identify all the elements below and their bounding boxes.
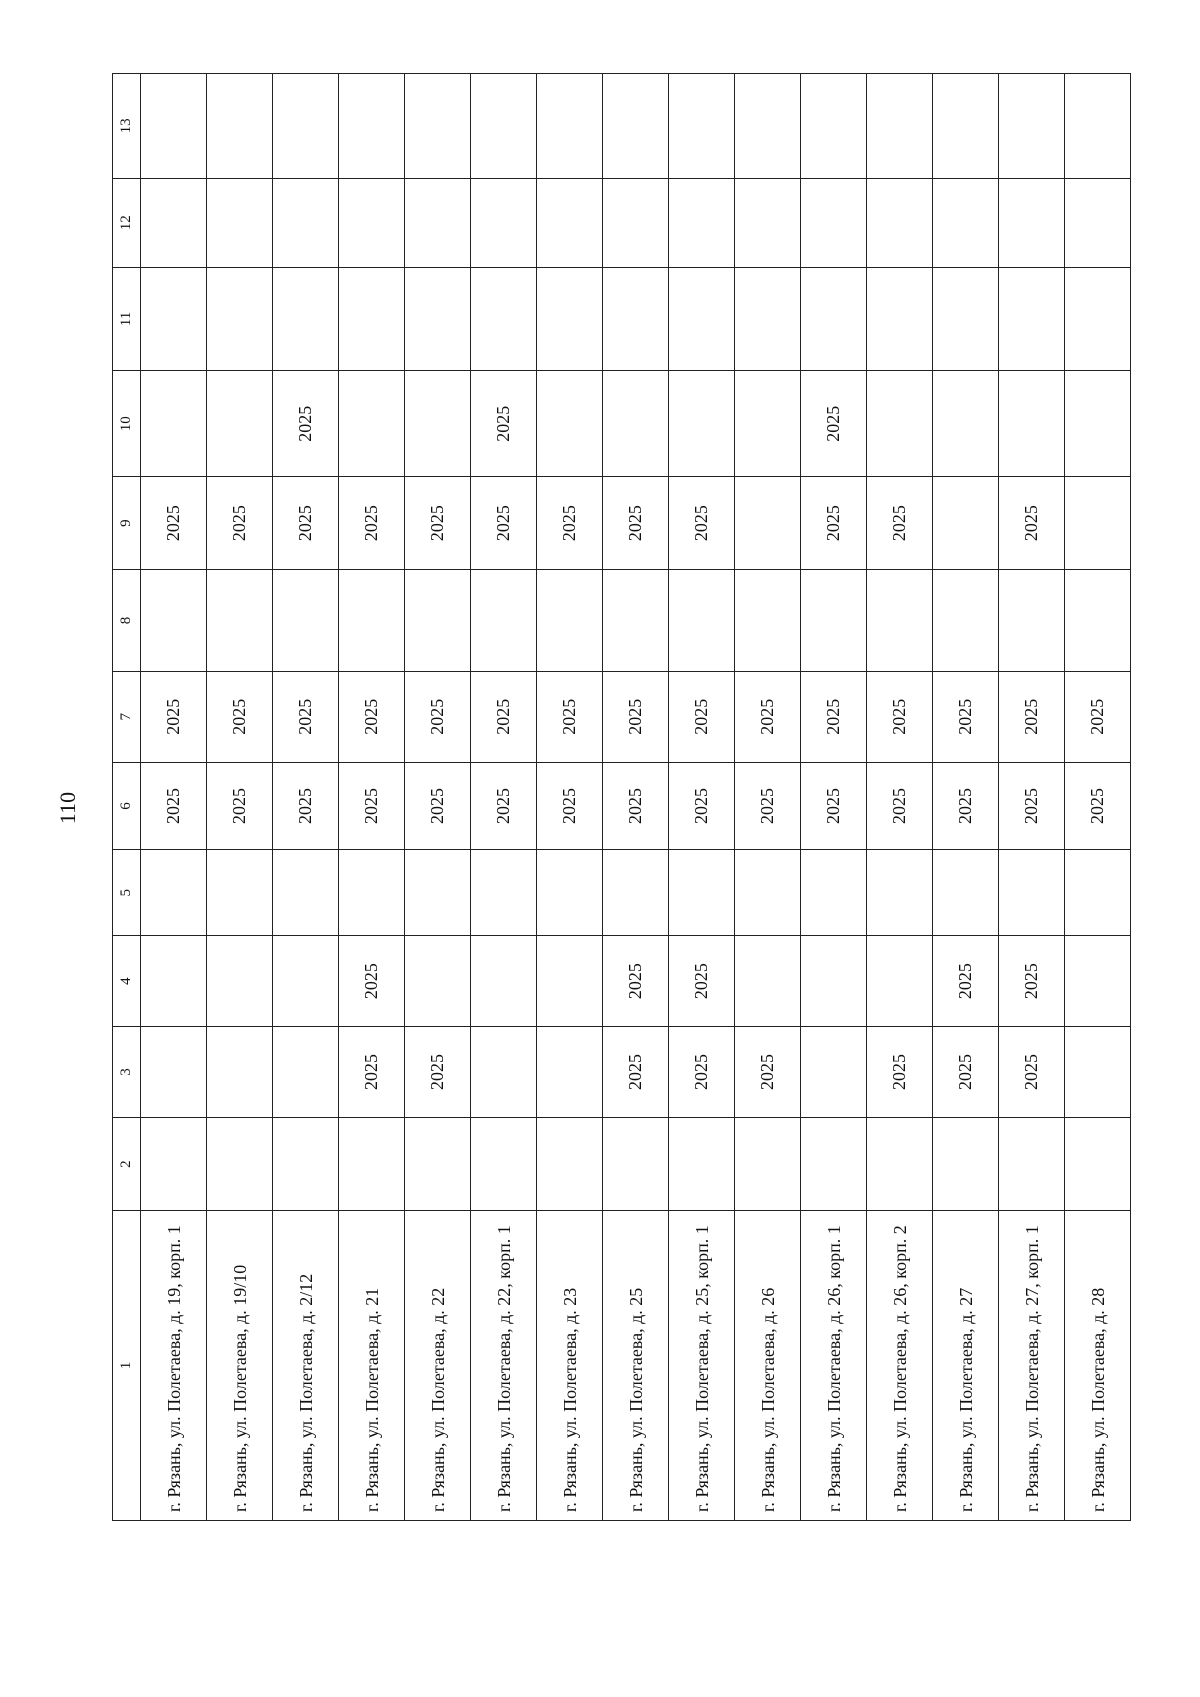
address-cell: г. Рязань, ул. Полетаева, д. 2/12 <box>273 1211 339 1521</box>
year-cell: 2025 <box>603 671 669 762</box>
year-cell: 2025 <box>141 671 207 762</box>
table-row <box>933 74 999 1521</box>
year-cell <box>471 178 537 267</box>
year-cell: 2025 <box>603 477 669 570</box>
year-cell <box>867 1118 933 1211</box>
table-row <box>1065 74 1131 1521</box>
year-cell: 2025 <box>1065 671 1131 762</box>
year-cell <box>471 936 537 1027</box>
year-cell <box>603 1118 669 1211</box>
year-cell: 2025 <box>405 1027 471 1118</box>
year-cell <box>339 570 405 672</box>
column-header: 8 <box>113 570 141 672</box>
year-cell: 2025 <box>141 762 207 850</box>
year-cell <box>405 1118 471 1211</box>
address-cell: г. Рязань, ул. Полетаева, д. 26, корп. 1 <box>801 1211 867 1521</box>
year-cell <box>207 178 273 267</box>
year-cell: 2025 <box>471 671 537 762</box>
year-cell: 2025 <box>1065 762 1131 850</box>
year-cell: 2025 <box>999 936 1065 1027</box>
year-cell <box>273 178 339 267</box>
year-cell <box>867 936 933 1027</box>
year-cell <box>537 850 603 936</box>
year-cell <box>933 74 999 179</box>
year-cell: 2025 <box>339 477 405 570</box>
year-cell <box>207 936 273 1027</box>
year-cell <box>735 178 801 267</box>
address-cell: г. Рязань, ул. Полетаева, д. 25 <box>603 1211 669 1521</box>
year-cell: 2025 <box>933 936 999 1027</box>
year-cell <box>867 570 933 672</box>
year-cell <box>933 178 999 267</box>
year-cell: 2025 <box>735 762 801 850</box>
year-cell: 2025 <box>933 671 999 762</box>
year-cell: 2025 <box>339 1027 405 1118</box>
year-cell <box>669 74 735 179</box>
year-cell: 2025 <box>339 936 405 1027</box>
column-header: 1 <box>113 1211 141 1521</box>
column-header: 5 <box>113 850 141 936</box>
year-cell <box>339 371 405 477</box>
year-cell <box>141 74 207 179</box>
year-cell <box>801 570 867 672</box>
address-cell: г. Рязань, ул. Полетаева, д. 21 <box>339 1211 405 1521</box>
year-cell: 2025 <box>603 762 669 850</box>
year-cell <box>207 570 273 672</box>
year-cell <box>801 1027 867 1118</box>
year-cell <box>735 850 801 936</box>
address-cell: г. Рязань, ул. Полетаева, д. 19/10 <box>207 1211 273 1521</box>
year-cell <box>933 1118 999 1211</box>
table-row <box>603 74 669 1521</box>
column-header: 11 <box>113 267 141 371</box>
year-cell: 2025 <box>537 762 603 850</box>
year-cell <box>1065 477 1131 570</box>
column-header: 7 <box>113 671 141 762</box>
year-cell: 2025 <box>273 671 339 762</box>
address-cell: г. Рязань, ул. Полетаева, д. 19, корп. 1 <box>141 1211 207 1521</box>
year-cell <box>801 936 867 1027</box>
year-cell: 2025 <box>669 1027 735 1118</box>
table-row <box>999 74 1065 1521</box>
year-cell: 2025 <box>669 477 735 570</box>
year-cell: 2025 <box>933 1027 999 1118</box>
year-cell: 2025 <box>537 671 603 762</box>
table-row <box>669 74 735 1521</box>
year-cell <box>801 178 867 267</box>
year-cell <box>669 570 735 672</box>
year-cell <box>669 267 735 371</box>
year-cell: 2025 <box>471 762 537 850</box>
address-cell: г. Рязань, ул. Полетаева, д. 27 <box>933 1211 999 1521</box>
year-cell: 2025 <box>273 762 339 850</box>
year-cell <box>801 267 867 371</box>
year-cell <box>207 1118 273 1211</box>
year-cell <box>1065 1118 1131 1211</box>
column-header: 2 <box>113 1118 141 1211</box>
year-cell <box>141 1118 207 1211</box>
column-header: 13 <box>113 74 141 179</box>
table-row <box>339 74 405 1521</box>
year-cell <box>273 1027 339 1118</box>
year-cell: 2025 <box>471 477 537 570</box>
year-cell <box>141 1027 207 1118</box>
year-cell <box>867 850 933 936</box>
year-cell <box>537 74 603 179</box>
year-cell <box>471 850 537 936</box>
year-cell <box>537 371 603 477</box>
year-cell <box>999 371 1065 477</box>
year-cell: 2025 <box>801 371 867 477</box>
year-cell: 2025 <box>273 371 339 477</box>
table-row <box>207 74 273 1521</box>
column-header: 4 <box>113 936 141 1027</box>
column-header: 12 <box>113 178 141 267</box>
year-cell <box>141 267 207 371</box>
year-cell <box>471 267 537 371</box>
year-cell <box>273 570 339 672</box>
year-cell <box>867 371 933 477</box>
year-cell <box>669 850 735 936</box>
year-cell <box>405 570 471 672</box>
year-cell <box>999 267 1065 371</box>
year-cell: 2025 <box>141 477 207 570</box>
year-cell: 2025 <box>867 1027 933 1118</box>
year-cell: 2025 <box>801 477 867 570</box>
year-cell <box>471 1118 537 1211</box>
year-cell: 2025 <box>669 671 735 762</box>
year-cell: 2025 <box>537 477 603 570</box>
year-cell <box>273 850 339 936</box>
year-cell <box>801 850 867 936</box>
year-cell <box>339 850 405 936</box>
year-cell <box>141 850 207 936</box>
year-cell <box>603 178 669 267</box>
column-header: 3 <box>113 1027 141 1118</box>
table-row <box>141 74 207 1521</box>
address-cell: г. Рязань, ул. Полетаева, д. 22 <box>405 1211 471 1521</box>
year-cell <box>603 570 669 672</box>
year-cell: 2025 <box>603 1027 669 1118</box>
year-cell <box>669 371 735 477</box>
year-cell: 2025 <box>669 762 735 850</box>
year-cell <box>273 1118 339 1211</box>
year-cell <box>603 267 669 371</box>
year-cell <box>801 74 867 179</box>
year-cell <box>207 371 273 477</box>
year-cell <box>405 74 471 179</box>
address-cell: г. Рязань, ул. Полетаева, д. 23 <box>537 1211 603 1521</box>
year-cell: 2025 <box>867 477 933 570</box>
year-cell <box>735 1118 801 1211</box>
table-row <box>273 74 339 1521</box>
year-cell: 2025 <box>867 671 933 762</box>
page-number: 110 <box>55 791 80 825</box>
year-cell <box>141 371 207 477</box>
year-cell <box>405 178 471 267</box>
year-cell: 2025 <box>999 762 1065 850</box>
table-row <box>405 74 471 1521</box>
year-cell <box>735 477 801 570</box>
year-cell <box>537 936 603 1027</box>
year-cell <box>735 371 801 477</box>
year-cell <box>1065 570 1131 672</box>
year-cell <box>669 178 735 267</box>
year-cell <box>933 850 999 936</box>
year-cell <box>537 178 603 267</box>
year-cell <box>867 74 933 179</box>
year-cell <box>603 850 669 936</box>
year-cell: 2025 <box>735 1027 801 1118</box>
header-row <box>113 74 141 1521</box>
year-cell <box>933 267 999 371</box>
year-cell <box>405 371 471 477</box>
year-cell <box>537 1027 603 1118</box>
year-cell <box>735 570 801 672</box>
year-cell <box>207 267 273 371</box>
year-cell: 2025 <box>801 671 867 762</box>
year-cell <box>471 570 537 672</box>
year-cell <box>339 1118 405 1211</box>
year-cell <box>405 936 471 1027</box>
address-cell: г. Рязань, ул. Полетаева, д. 22, корп. 1 <box>471 1211 537 1521</box>
year-cell <box>1065 74 1131 179</box>
year-cell <box>999 570 1065 672</box>
year-cell <box>273 267 339 371</box>
year-cell <box>603 74 669 179</box>
year-cell <box>669 1118 735 1211</box>
year-cell: 2025 <box>735 671 801 762</box>
table-row <box>867 74 933 1521</box>
year-cell <box>207 1027 273 1118</box>
address-cell: г. Рязань, ул. Полетаева, д. 26 <box>735 1211 801 1521</box>
year-cell <box>339 178 405 267</box>
year-cell <box>537 570 603 672</box>
year-cell <box>537 1118 603 1211</box>
year-cell <box>933 570 999 672</box>
year-cell: 2025 <box>405 671 471 762</box>
year-cell: 2025 <box>207 762 273 850</box>
year-cell <box>471 1027 537 1118</box>
year-cell <box>273 74 339 179</box>
table-sheet <box>112 73 1108 1521</box>
year-cell <box>537 267 603 371</box>
year-cell <box>405 850 471 936</box>
year-cell: 2025 <box>603 936 669 1027</box>
address-cell: г. Рязань, ул. Полетаева, д. 26, корп. 2 <box>867 1211 933 1521</box>
year-cell <box>141 570 207 672</box>
year-cell <box>867 267 933 371</box>
year-cell <box>999 74 1065 179</box>
year-cell <box>471 74 537 179</box>
year-cell <box>207 74 273 179</box>
year-cell: 2025 <box>669 936 735 1027</box>
year-cell <box>141 936 207 1027</box>
year-cell: 2025 <box>405 762 471 850</box>
year-cell <box>999 178 1065 267</box>
column-header: 10 <box>113 371 141 477</box>
year-cell <box>867 178 933 267</box>
year-cell <box>735 267 801 371</box>
year-cell <box>999 850 1065 936</box>
table-row <box>801 74 867 1521</box>
year-cell <box>207 850 273 936</box>
year-cell: 2025 <box>405 477 471 570</box>
year-cell: 2025 <box>999 477 1065 570</box>
address-cell: г. Рязань, ул. Полетаева, д. 28 <box>1065 1211 1131 1521</box>
year-cell: 2025 <box>867 762 933 850</box>
year-cell <box>1065 936 1131 1027</box>
year-cell <box>999 1118 1065 1211</box>
year-cell: 2025 <box>207 671 273 762</box>
year-cell <box>1065 267 1131 371</box>
year-cell <box>1065 1027 1131 1118</box>
year-cell <box>1065 371 1131 477</box>
table-row <box>735 74 801 1521</box>
year-cell <box>141 178 207 267</box>
year-cell <box>405 267 471 371</box>
year-cell: 2025 <box>999 1027 1065 1118</box>
year-cell <box>1065 850 1131 936</box>
year-cell <box>603 371 669 477</box>
year-cell: 2025 <box>999 671 1065 762</box>
address-cell: г. Рязань, ул. Полетаева, д. 27, корп. 1 <box>999 1211 1065 1521</box>
year-cell <box>735 936 801 1027</box>
column-header: 9 <box>113 477 141 570</box>
year-cell <box>339 74 405 179</box>
year-cell: 2025 <box>801 762 867 850</box>
year-cell: 2025 <box>273 477 339 570</box>
year-cell: 2025 <box>933 762 999 850</box>
year-cell: 2025 <box>339 762 405 850</box>
year-cell <box>933 477 999 570</box>
year-cell: 2025 <box>207 477 273 570</box>
year-cell <box>735 74 801 179</box>
year-cell <box>273 936 339 1027</box>
year-cell <box>801 1118 867 1211</box>
address-cell: г. Рязань, ул. Полетаева, д. 25, корп. 1 <box>669 1211 735 1521</box>
table-row <box>537 74 603 1521</box>
year-cell: 2025 <box>339 671 405 762</box>
year-cell <box>1065 178 1131 267</box>
year-cell <box>339 267 405 371</box>
table-row <box>471 74 537 1521</box>
rotated-table-container <box>112 73 1108 1521</box>
year-cell <box>933 371 999 477</box>
column-header: 6 <box>113 762 141 850</box>
year-cell: 2025 <box>471 371 537 477</box>
schedule-table <box>112 73 1131 1521</box>
